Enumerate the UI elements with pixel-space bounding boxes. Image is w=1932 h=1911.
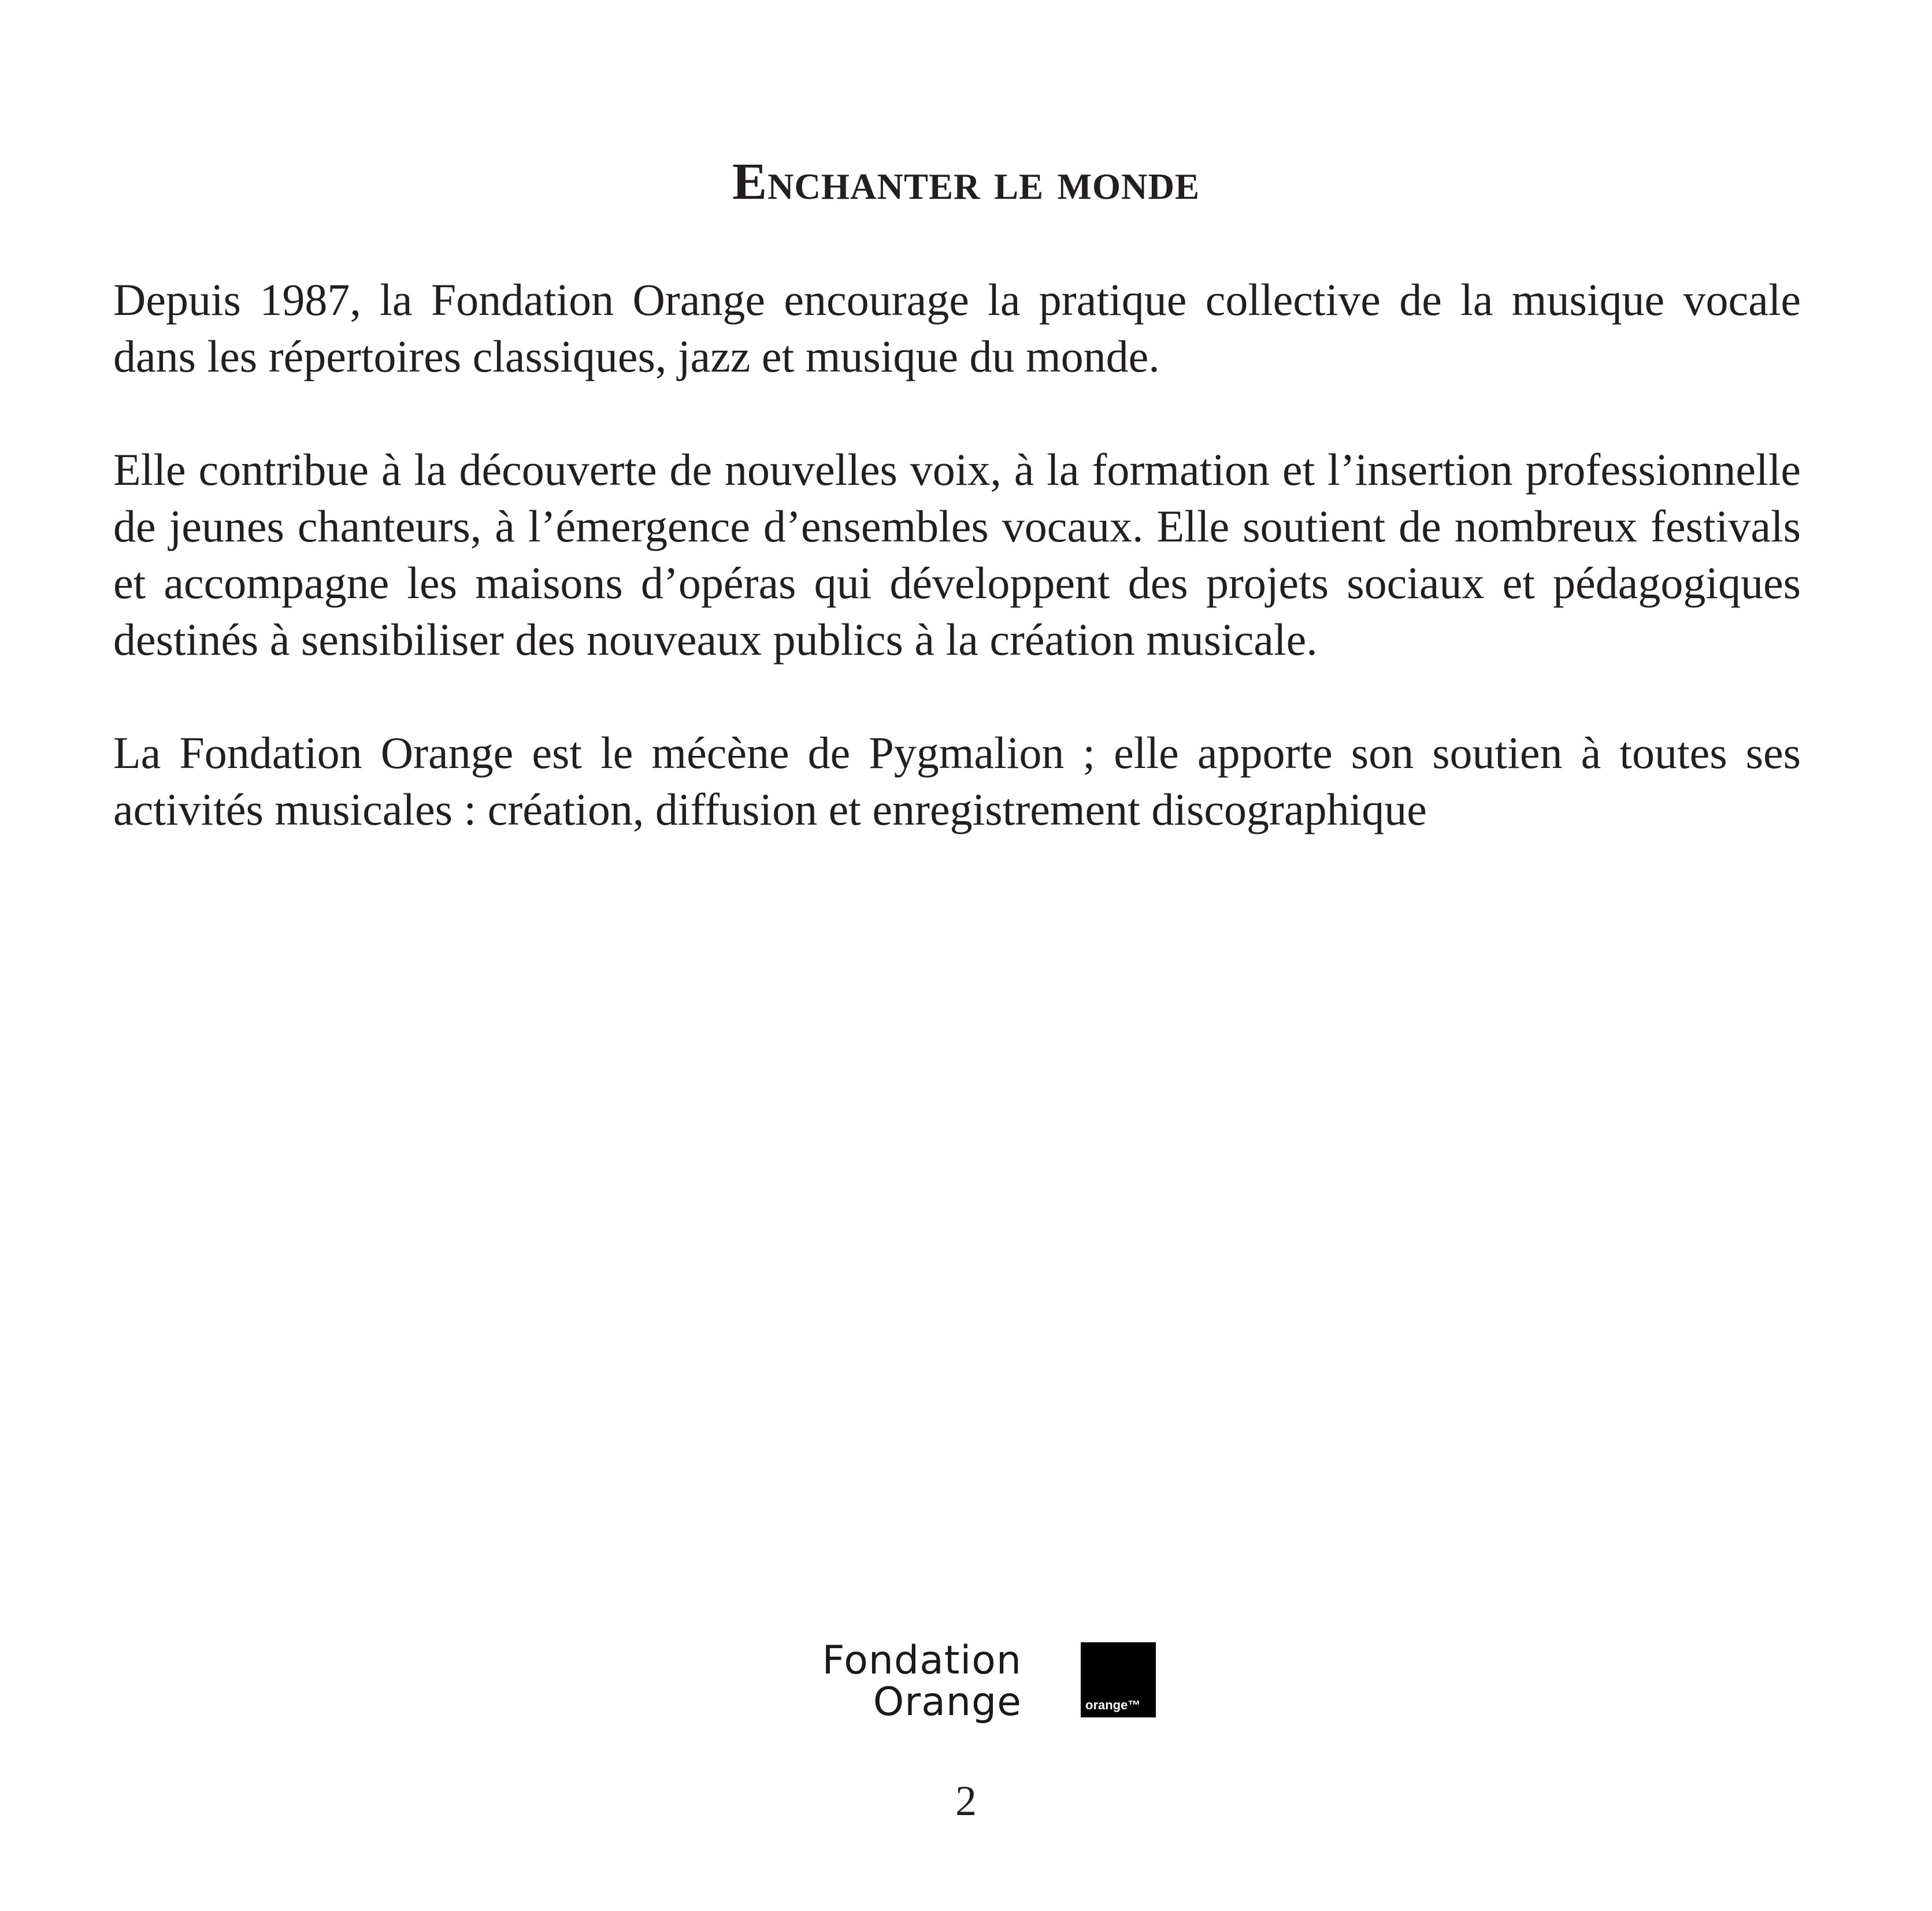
logo-box-label: orange™ [1085,1698,1141,1712]
logo-wordmark [822,1640,1022,1723]
page-number: 2 [955,1778,977,1825]
page-title: Enchanter le monde [732,153,1200,210]
paragraph-patronage: La Fondation Orange est le mécène de Pygmalion ; elle apporte son soutien à toutes ses activités musicales : création, diffusion et enregistrement discographique [113,728,1801,834]
orange-square-logo-icon [1081,1642,1156,1717]
fondation-orange-logo [822,1638,1156,1738]
paragraph-mission: Elle contribue à la découverte de nouvelles voix, à la formation et l’insertion professionnelle de jeunes chanteurs, à l’émergence d’ensembles vocaux. Elle soutient de nombreux festivals et accompagne les maisons d’opéras qui développent des projets sociaux et pédagogiques destinés à sensibiliser des nouveaux publics à la création musicale. [113,444,1801,665]
logo-line-orange: Orange [873,1679,1022,1725]
logo-line-fondation: Fondation [822,1638,1022,1683]
paragraph-intro: Depuis 1987, la Fondation Orange encourage la pratique collective de la musique vocale dans les répertoires classiques, jazz et musique du monde. [113,274,1801,381]
body-text [113,272,1801,895]
